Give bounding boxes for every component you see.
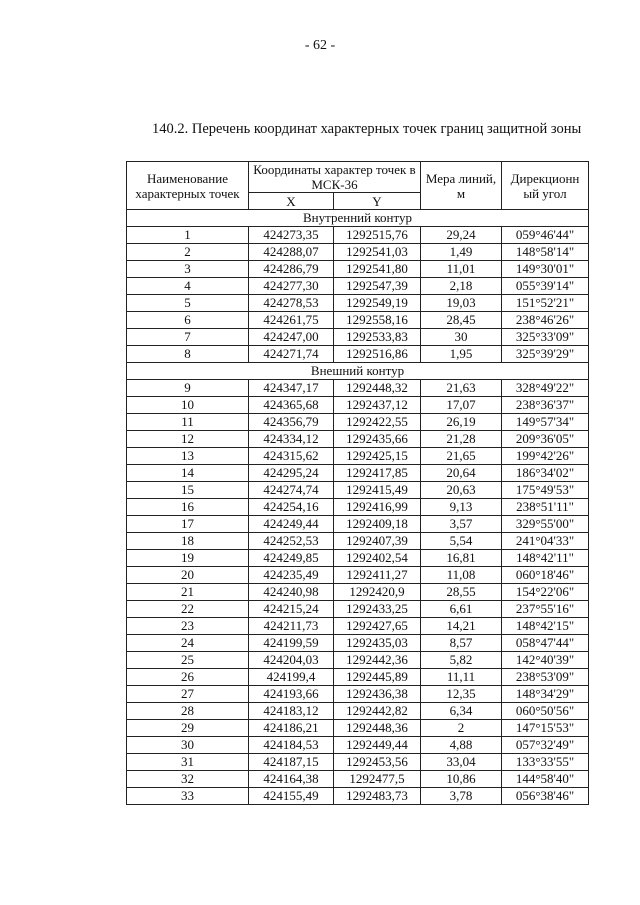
table-row <box>127 448 589 465</box>
cell-line-length: 28,55 <box>421 584 502 601</box>
cell-line-length: 33,04 <box>421 754 502 771</box>
cell-y: 1292415,49 <box>334 482 421 499</box>
cell-point-number: 24 <box>127 635 249 652</box>
cell-x: 424315,62 <box>249 448 334 465</box>
cell-line-length: 5,54 <box>421 533 502 550</box>
table-row <box>127 601 589 618</box>
cell-direction-angle: 199°42'26" <box>502 448 589 465</box>
cell-point-number: 11 <box>127 414 249 431</box>
cell-x: 424249,44 <box>249 516 334 533</box>
cell-y: 1292442,36 <box>334 652 421 669</box>
cell-point-number: 33 <box>127 788 249 805</box>
cell-y: 1292416,99 <box>334 499 421 516</box>
cell-point-number: 26 <box>127 669 249 686</box>
cell-line-length: 11,01 <box>421 261 502 278</box>
cell-y: 1292448,36 <box>334 720 421 737</box>
table-row <box>127 754 589 771</box>
cell-line-length: 11,08 <box>421 567 502 584</box>
cell-point-number: 28 <box>127 703 249 720</box>
cell-direction-angle: 328°49'22" <box>502 380 589 397</box>
cell-point-number: 22 <box>127 601 249 618</box>
cell-line-length: 20,63 <box>421 482 502 499</box>
cell-point-number: 4 <box>127 278 249 295</box>
cell-direction-angle: 144°58'40" <box>502 771 589 788</box>
cell-direction-angle: 175°49'53" <box>502 482 589 499</box>
cell-y: 1292533,83 <box>334 329 421 346</box>
cell-x: 424155,49 <box>249 788 334 805</box>
cell-line-length: 11,11 <box>421 669 502 686</box>
table-row <box>127 788 589 805</box>
cell-line-length: 17,07 <box>421 397 502 414</box>
cell-x: 424295,24 <box>249 465 334 482</box>
page-number: - 62 - <box>304 38 336 53</box>
cell-line-length: 1,95 <box>421 346 502 363</box>
section-row <box>127 363 589 380</box>
cell-line-length: 30 <box>421 329 502 346</box>
cell-line-length: 2,18 <box>421 278 502 295</box>
table-row <box>127 652 589 669</box>
cell-direction-angle: 148°42'15" <box>502 618 589 635</box>
table-row <box>127 261 589 278</box>
table-row <box>127 244 589 261</box>
cell-direction-angle: 238°36'37" <box>502 397 589 414</box>
cell-direction-angle: 058°47'44" <box>502 635 589 652</box>
cell-direction-angle: 060°50'56" <box>502 703 589 720</box>
cell-line-length: 3,78 <box>421 788 502 805</box>
cell-point-number: 30 <box>127 737 249 754</box>
cell-y: 1292427,65 <box>334 618 421 635</box>
cell-point-number: 14 <box>127 465 249 482</box>
cell-x: 424278,53 <box>249 295 334 312</box>
cell-direction-angle: 142°40'39" <box>502 652 589 669</box>
cell-line-length: 21,65 <box>421 448 502 465</box>
cell-y: 1292516,86 <box>334 346 421 363</box>
cell-x: 424347,17 <box>249 380 334 397</box>
cell-line-length: 21,28 <box>421 431 502 448</box>
cell-line-length: 26,19 <box>421 414 502 431</box>
cell-y: 1292483,73 <box>334 788 421 805</box>
table-row <box>127 499 589 516</box>
cell-y: 1292435,66 <box>334 431 421 448</box>
table-row <box>127 669 589 686</box>
header-coordinates: Координаты характер точек в МСК-36 <box>249 162 421 193</box>
cell-point-number: 27 <box>127 686 249 703</box>
cell-direction-angle: 237°55'16" <box>502 601 589 618</box>
cell-point-number: 23 <box>127 618 249 635</box>
cell-y: 1292420,9 <box>334 584 421 601</box>
cell-x: 424249,85 <box>249 550 334 567</box>
table-row <box>127 295 589 312</box>
cell-x: 424240,98 <box>249 584 334 601</box>
section-title: Внутренний контур <box>127 210 589 227</box>
cell-y: 1292477,5 <box>334 771 421 788</box>
cell-line-length: 16,81 <box>421 550 502 567</box>
table-row <box>127 703 589 720</box>
cell-point-number: 12 <box>127 431 249 448</box>
cell-line-length: 3,57 <box>421 516 502 533</box>
cell-x: 424277,30 <box>249 278 334 295</box>
cell-point-number: 29 <box>127 720 249 737</box>
cell-line-length: 6,61 <box>421 601 502 618</box>
cell-direction-angle: 133°33'55" <box>502 754 589 771</box>
cell-y: 1292409,18 <box>334 516 421 533</box>
header-line-length: Мера линий, м <box>421 162 502 210</box>
header-y: Y <box>334 193 421 210</box>
cell-point-number: 18 <box>127 533 249 550</box>
cell-line-length: 8,57 <box>421 635 502 652</box>
cell-line-length: 10,86 <box>421 771 502 788</box>
cell-direction-angle: 238°53'09" <box>502 669 589 686</box>
cell-point-number: 3 <box>127 261 249 278</box>
cell-line-length: 28,45 <box>421 312 502 329</box>
cell-point-number: 20 <box>127 567 249 584</box>
cell-line-length: 5,82 <box>421 652 502 669</box>
cell-direction-angle: 241°04'33" <box>502 533 589 550</box>
cell-direction-angle: 056°38'46" <box>502 788 589 805</box>
cell-line-length: 2 <box>421 720 502 737</box>
table-row <box>127 516 589 533</box>
table-row <box>127 635 589 652</box>
table-row <box>127 567 589 584</box>
cell-line-length: 20,64 <box>421 465 502 482</box>
cell-point-number: 6 <box>127 312 249 329</box>
table-row <box>127 465 589 482</box>
cell-y: 1292437,12 <box>334 397 421 414</box>
cell-y: 1292442,82 <box>334 703 421 720</box>
cell-x: 424186,21 <box>249 720 334 737</box>
cell-point-number: 19 <box>127 550 249 567</box>
table-body <box>127 210 589 805</box>
cell-y: 1292417,85 <box>334 465 421 482</box>
cell-x: 424273,35 <box>249 227 334 244</box>
cell-x: 424204,03 <box>249 652 334 669</box>
table-row <box>127 380 589 397</box>
cell-y: 1292558,16 <box>334 312 421 329</box>
cell-direction-angle: 209°36'05" <box>502 431 589 448</box>
cell-y: 1292549,19 <box>334 295 421 312</box>
cell-point-number: 2 <box>127 244 249 261</box>
cell-y: 1292436,38 <box>334 686 421 703</box>
cell-x: 424252,53 <box>249 533 334 550</box>
cell-point-number: 9 <box>127 380 249 397</box>
cell-point-number: 10 <box>127 397 249 414</box>
cell-x: 424288,07 <box>249 244 334 261</box>
cell-line-length: 21,63 <box>421 380 502 397</box>
cell-x: 424215,24 <box>249 601 334 618</box>
table-row <box>127 737 589 754</box>
cell-x: 424334,12 <box>249 431 334 448</box>
cell-point-number: 8 <box>127 346 249 363</box>
cell-line-length: 29,24 <box>421 227 502 244</box>
cell-y: 1292445,89 <box>334 669 421 686</box>
cell-line-length: 4,88 <box>421 737 502 754</box>
cell-direction-angle: 055°39'14" <box>502 278 589 295</box>
cell-direction-angle: 238°51'11" <box>502 499 589 516</box>
cell-x: 424365,68 <box>249 397 334 414</box>
cell-point-number: 5 <box>127 295 249 312</box>
table-row <box>127 771 589 788</box>
cell-point-number: 32 <box>127 771 249 788</box>
cell-y: 1292547,39 <box>334 278 421 295</box>
table-row <box>127 329 589 346</box>
table-row <box>127 720 589 737</box>
cell-direction-angle: 149°57'34" <box>502 414 589 431</box>
header-point-name: Наименование характерных точек <box>127 162 249 210</box>
cell-direction-angle: 148°58'14" <box>502 244 589 261</box>
cell-x: 424235,49 <box>249 567 334 584</box>
cell-y: 1292448,32 <box>334 380 421 397</box>
cell-y: 1292402,54 <box>334 550 421 567</box>
cell-direction-angle: 060°18'46" <box>502 567 589 584</box>
cell-direction-angle: 057°32'49" <box>502 737 589 754</box>
cell-line-length: 19,03 <box>421 295 502 312</box>
table-row <box>127 227 589 244</box>
cell-y: 1292541,80 <box>334 261 421 278</box>
cell-x: 424247,00 <box>249 329 334 346</box>
cell-direction-angle: 238°46'26" <box>502 312 589 329</box>
cell-line-length: 6,34 <box>421 703 502 720</box>
table-row <box>127 346 589 363</box>
cell-point-number: 17 <box>127 516 249 533</box>
cell-direction-angle: 151°52'21" <box>502 295 589 312</box>
cell-point-number: 21 <box>127 584 249 601</box>
cell-x: 424183,12 <box>249 703 334 720</box>
cell-x: 424184,53 <box>249 737 334 754</box>
cell-point-number: 7 <box>127 329 249 346</box>
cell-y: 1292541,03 <box>334 244 421 261</box>
cell-point-number: 31 <box>127 754 249 771</box>
cell-point-number: 15 <box>127 482 249 499</box>
cell-x: 424356,79 <box>249 414 334 431</box>
cell-point-number: 13 <box>127 448 249 465</box>
cell-y: 1292449,44 <box>334 737 421 754</box>
cell-direction-angle: 325°39'29" <box>502 346 589 363</box>
header-direction-angle: Дирекционн ый угол <box>502 162 589 210</box>
cell-x: 424261,75 <box>249 312 334 329</box>
table-row <box>127 278 589 295</box>
cell-direction-angle: 149°30'01" <box>502 261 589 278</box>
cell-direction-angle: 059°46'44" <box>502 227 589 244</box>
cell-x: 424271,74 <box>249 346 334 363</box>
cell-y: 1292433,25 <box>334 601 421 618</box>
cell-y: 1292407,39 <box>334 533 421 550</box>
header-x: X <box>249 193 334 210</box>
cell-y: 1292515,76 <box>334 227 421 244</box>
cell-y: 1292435,03 <box>334 635 421 652</box>
cell-x: 424254,16 <box>249 499 334 516</box>
cell-x: 424199,4 <box>249 669 334 686</box>
table-row <box>127 618 589 635</box>
coordinates-table <box>126 161 589 805</box>
section-row <box>127 210 589 227</box>
cell-point-number: 25 <box>127 652 249 669</box>
table-row <box>127 482 589 499</box>
cell-point-number: 1 <box>127 227 249 244</box>
cell-y: 1292453,56 <box>334 754 421 771</box>
table-row <box>127 312 589 329</box>
document-title: 140.2. Перечень координат характерных точек границ защитной зоны <box>152 121 582 137</box>
table-row <box>127 397 589 414</box>
cell-x: 424211,73 <box>249 618 334 635</box>
cell-y: 1292425,15 <box>334 448 421 465</box>
cell-direction-angle: 148°34'29" <box>502 686 589 703</box>
cell-y: 1292411,27 <box>334 567 421 584</box>
cell-x: 424187,15 <box>249 754 334 771</box>
table-row <box>127 414 589 431</box>
table-row <box>127 431 589 448</box>
cell-line-length: 12,35 <box>421 686 502 703</box>
cell-x: 424164,38 <box>249 771 334 788</box>
cell-point-number: 16 <box>127 499 249 516</box>
cell-direction-angle: 329°55'00" <box>502 516 589 533</box>
table-row <box>127 584 589 601</box>
cell-x: 424199,59 <box>249 635 334 652</box>
table-row <box>127 686 589 703</box>
cell-direction-angle: 186°34'02" <box>502 465 589 482</box>
cell-x: 424193,66 <box>249 686 334 703</box>
cell-line-length: 9,13 <box>421 499 502 516</box>
cell-line-length: 14,21 <box>421 618 502 635</box>
cell-x: 424274,74 <box>249 482 334 499</box>
cell-y: 1292422,55 <box>334 414 421 431</box>
section-title: Внешний контур <box>127 363 589 380</box>
cell-x: 424286,79 <box>249 261 334 278</box>
cell-direction-angle: 325°33'09" <box>502 329 589 346</box>
cell-line-length: 1,49 <box>421 244 502 261</box>
cell-direction-angle: 154°22'06" <box>502 584 589 601</box>
table-row <box>127 550 589 567</box>
table-row <box>127 533 589 550</box>
cell-direction-angle: 147°15'53" <box>502 720 589 737</box>
cell-direction-angle: 148°42'11" <box>502 550 589 567</box>
